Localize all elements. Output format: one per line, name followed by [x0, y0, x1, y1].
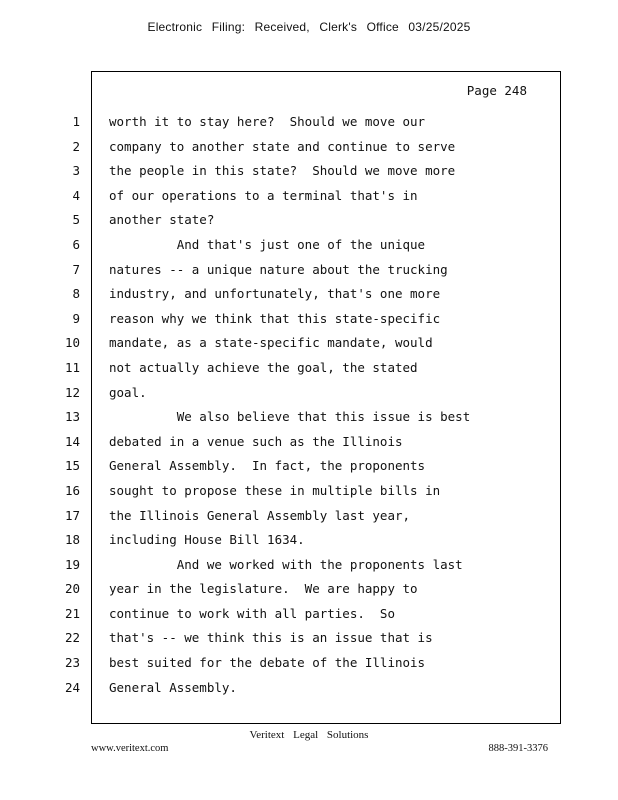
line-text: General Assembly. In fact, the proponents — [109, 458, 426, 474]
transcript-line — [0, 110, 618, 135]
line-text: the Illinois General Assembly last year, — [109, 507, 411, 523]
transcript-line — [0, 577, 618, 602]
footer-website: www.veritext.com — [91, 743, 169, 754]
line-text: another state? — [109, 212, 215, 228]
line-number: 15 — [64, 458, 80, 474]
footer-phone: 888-391-3376 — [488, 743, 548, 754]
line-number: 12 — [64, 384, 80, 400]
transcript-line — [0, 184, 618, 209]
line-text: debated in a venue such as the Illinois — [109, 433, 403, 449]
line-text: year in the legislature. We are happy to — [109, 581, 418, 597]
transcript-line — [0, 430, 618, 455]
line-text: continue to work with all parties. So — [109, 605, 395, 621]
line-number: 3 — [72, 163, 80, 179]
line-text: industry, and unfortunately, that's one more — [109, 286, 441, 302]
transcript-line — [0, 356, 618, 381]
transcript-line — [0, 626, 618, 651]
line-text: We also believe that this issue is best — [109, 409, 471, 425]
transcript-line — [0, 479, 618, 504]
line-number: 23 — [64, 655, 80, 671]
transcript-line — [0, 602, 618, 627]
transcript-line — [0, 258, 618, 283]
line-number: 14 — [64, 433, 80, 449]
line-text: natures -- a unique nature about the trucking — [109, 261, 448, 277]
line-number: 7 — [72, 261, 80, 277]
line-text: including House Bill 1634. — [109, 532, 305, 548]
page-number: Page 248 — [466, 83, 527, 98]
line-text: And that's just one of the unique — [109, 236, 426, 252]
line-text: best suited for the debate of the Illinois — [109, 655, 426, 671]
line-number: 11 — [64, 359, 80, 375]
transcript-line — [0, 528, 618, 553]
line-text: mandate, as a state-specific mandate, would — [109, 335, 433, 351]
transcript-line — [0, 159, 618, 184]
line-text: General Assembly. — [109, 679, 237, 695]
transcript-line — [0, 331, 618, 356]
line-text: And we worked with the proponents last — [109, 556, 463, 572]
transcript-line — [0, 282, 618, 307]
line-number: 16 — [64, 482, 80, 498]
line-number: 10 — [64, 335, 80, 351]
transcript-line — [0, 676, 618, 701]
line-number: 4 — [72, 187, 80, 203]
line-text: sought to propose these in multiple bills in — [109, 482, 441, 498]
transcript-line — [0, 208, 618, 233]
line-text: reason why we think that this state-specific — [109, 310, 441, 326]
transcript-line — [0, 233, 618, 258]
line-text: company to another state and continue to serve — [109, 138, 456, 154]
transcript-line — [0, 135, 618, 160]
line-number: 13 — [64, 409, 80, 425]
line-number: 6 — [72, 236, 80, 252]
transcript-line — [0, 405, 618, 430]
filing-stamp: Electronic Filing: Received, Clerk's Office 03/25/2025 — [147, 20, 471, 34]
footer-company: Veritext Legal Solutions — [249, 729, 369, 741]
line-number: 20 — [64, 581, 80, 597]
line-number: 8 — [72, 286, 80, 302]
line-text: of our operations to a terminal that's in — [109, 187, 418, 203]
transcript-line — [0, 651, 618, 676]
transcript-line — [0, 381, 618, 406]
transcript-line — [0, 454, 618, 479]
line-number: 2 — [72, 138, 80, 154]
line-text: goal. — [109, 384, 147, 400]
line-number: 1 — [72, 114, 80, 129]
transcript-line — [0, 553, 618, 578]
line-number: 18 — [64, 532, 80, 548]
line-text: not actually achieve the goal, the stated — [109, 359, 418, 375]
transcript-line — [0, 307, 618, 332]
line-text: the people in this state? Should we move more — [109, 163, 456, 179]
line-number: 22 — [64, 630, 80, 646]
line-number: 19 — [64, 556, 80, 572]
transcript-line — [0, 504, 618, 529]
line-text: that's -- we think this is an issue that is — [109, 630, 433, 646]
line-text: worth it to stay here? Should we move our — [109, 114, 426, 129]
line-number: 24 — [64, 679, 80, 695]
transcript-body — [0, 110, 618, 700]
line-number: 21 — [64, 605, 80, 621]
line-number: 5 — [72, 212, 80, 228]
line-number: 17 — [64, 507, 80, 523]
line-number: 9 — [72, 310, 80, 326]
